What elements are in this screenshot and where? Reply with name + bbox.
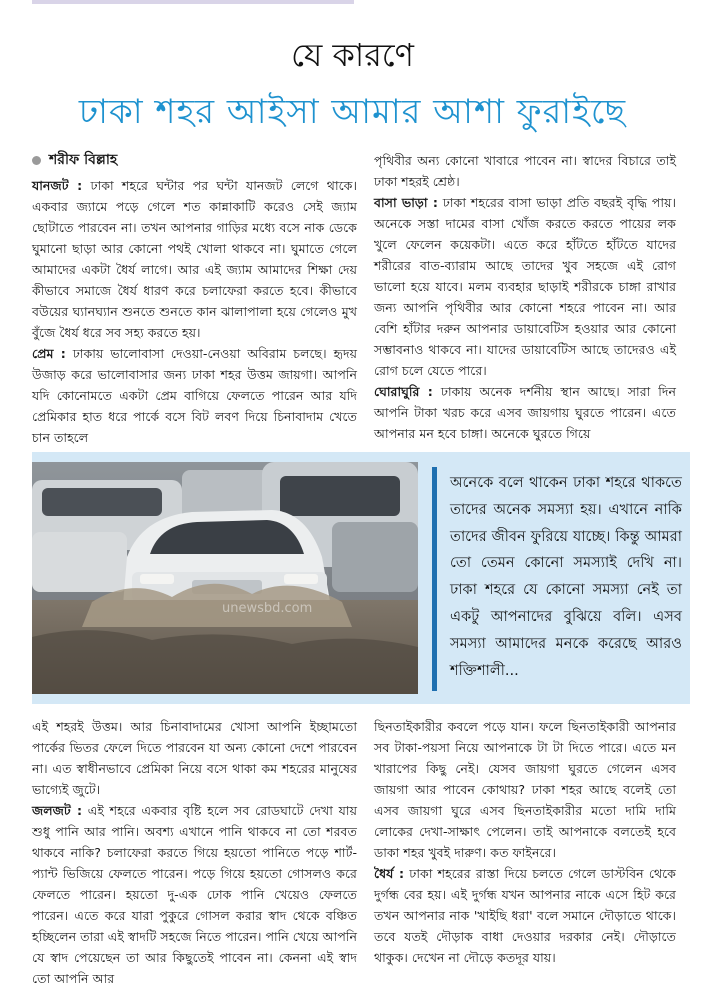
paragraph-text: পৃথিবীর অন্য কোনো খাবারে পাবেন না। স্বাদের বিচারে তাই ঢাকা শহরই শ্রেষ্ঠ। (374, 153, 676, 189)
author-name: শরীফ বিল্লাহ (49, 152, 118, 168)
paragraph (32, 343, 357, 448)
article-column-4 (374, 716, 676, 968)
section-head: ঘোরাঘুরি : (374, 384, 433, 399)
paragraph-text: ঢাকা শহরে ঘন্টার পর ঘন্টা যানজট লেগে থাকে। একবার জ্যামে পড়ে গেলে শত কান্নাকাটি করেও সেই জ্যাম ছোটাতে পারবেন না। তখন আপনার গাড়ির মধ্যে বসে নাক ডেকে ঘুমানো ছাড়া আর কোনো পথই খোলা থাকবে না। ঘুমাতে গেলে আমাদের একটা ধৈর্য লাগে। আর এই জ্যাম আমাদের শিক্ষা দেয় কীভাবে সমাজে ধৈর্য ধারণ করে চলাফেরা করতে হবে। কীভাবে বউয়ের ঘ্যানঘ্যান শুনতে শুনতে কান ঝালাপালা হয়ে গেলেও মুখ বুঁজে ধৈর্য ধরে সব সহ্য করতে হয়। (32, 178, 357, 340)
section-head: প্রেম : (32, 346, 66, 361)
paragraph (374, 150, 676, 192)
photo-watermark: unewsbd.com (222, 601, 313, 616)
flooded-street-photo (32, 462, 418, 694)
paragraph-text: ঢাকায় অনেক দর্শনীয় স্থান আছে। সারা দিন আপনি টাকা খরচ করে এসব জায়গায় ঘুরতে পারেন। এতে আপনার মন হবে চাঙ্গা। অনেকে ঘুরতে গিয়ে (374, 384, 676, 441)
article-column-3 (32, 716, 357, 989)
section-head: ধৈর্য : (374, 866, 405, 881)
section-head: বাসা ভাড়া : (374, 195, 438, 210)
top-color-band (32, 0, 354, 4)
paragraph (374, 863, 676, 968)
pull-quote: অনেকে বলে থাকেন ঢাকা শহরে থাকতে তাদের অনেক সমস্যা হয়। এখানে নাকি তাদের জীবন ফুরিয়ে যাচ্ছে। কিন্তু আমরা তো তেমন কোনো সমস্যাই দেখি না। ঢাকা শহরে যে কোনো সমস্যা নেই তা একটু আপনাদের বুঝিয়ে বলি। এসব সমস্যা আমাদের মনকে করেছে আরও শক্তিশালী... (450, 474, 682, 679)
article-column-1 (32, 150, 357, 448)
paragraph-text: ছিনতাইকারীর কবলে পড়ে যান। ফলে ছিনতাইকারী আপনার সব টাকা-পয়সা নিয়ে আপনাকে টা টা দিতে পারে। এতে মন খারাপের কিছু নেই। যেসব জায়গা ঘুরতে গেলেন এসব জায়গা আর পাবেন কোথায়? ঢাকা শহর আছে বলেই তো এসব জায়গা ঘুরে এসব ছিনতাইকারীর মতো দামি দামি লোকের দেখা-সাক্ষাৎ পেলেন। তাই আপনাকে বলতেই হবে ডাকা শহর খুবই দারুণ। কত ফাইনরে। (374, 719, 676, 860)
section-head: জলজট : (32, 803, 82, 818)
paragraph (32, 716, 357, 800)
bullet-dot-icon (32, 156, 41, 165)
byline (32, 150, 357, 171)
paragraph (374, 381, 676, 444)
paragraph (374, 716, 676, 863)
paragraph (32, 800, 357, 989)
headline-line-1: যে কারণে (290, 36, 415, 74)
article-column-2 (374, 150, 676, 444)
quote-accent-bar (432, 467, 437, 691)
paragraph-text: ঢাকায় ভালোবাসা দেওয়া-নেওয়া অবিরাম চলছে। হৃদয় উজাড় করে ভালোবাসার জন্য ঢাকা শহর উত্তম জায়গা। আপনি যদি কোনোমতে একটা প্রেম বাগিয়ে ফেলতে পারেন আর যদি প্রেমিকার হাত ধরে পার্কে বসে বিট লবণ দিয়ে চিনাবাদাম খেতে চান তাহলে (32, 346, 357, 445)
paragraph-text: এই শহরই উত্তম। আর চিনাবাদামের খোসা আপনি ইচ্ছামতো পার্কের ভিতর ফেলে দিতে পারবেন যা অন্য কোনো দেশে পারবেন না। এত স্বাধীনভাবে প্রেমিকা নিয়ে বসে থাকা কম শহরের মানুষের ভাগ্যেই জুটে। (32, 719, 357, 797)
paragraph (374, 192, 676, 381)
paragraph-text: এই শহরে একবার বৃষ্টি হলে সব রোডঘাটে দেখা যায় শুধু পানি আর পানি। অবশ্য এখানে পানি থাকবে না তো শরবত থাকবে নাকি? চলাফেরা করতে গিয়ে হয়তো পানিতে পড়ে শার্ট-প্যান্ট ভিজিয়ে ফেলতে পারেন। পড়ে গিয়ে হয়তো গোসলও করে ফেলতে পারেন। হয়তো দু-এক ঢোক পানি খেয়েও ফেলতে পারেন। এতে করে যারা পুকুরে গোসল করার স্বাদ থেকে বঞ্চিত হচ্ছিলেন তারা এই স্বাদটি সহজে নিতে পারেন। পানি খেয়ে আপনি যে স্বাদ পেয়েছেন তা আর কিছুতেই পাবেন না। কেননা এই স্বাদ তো আপনি আর (32, 803, 357, 986)
section-head: যানজট : (32, 178, 83, 193)
paragraph-text: ঢাকা শহরের রাস্তা দিয়ে চলতে গেলে ডাস্টবিন থেকে দুর্গন্ধ বের হয়। এই দুর্গন্ধ যখন আপনার নাকে এসে হিট করে তখন আপনার নাক 'খাইছি ধরা' বলে সমানে দৌড়াতে থাকে। তবে যতই দৌড়াক বাধা দেওয়ার দরকার নেই। দৌড়াতে থাকুক। দেখেন না দৌড়ে কতদূর যায়। (374, 866, 676, 965)
paragraph (32, 175, 357, 343)
headline-line-2: ঢাকা শহর আইসা আমার আশা ফুরাইছে (78, 92, 627, 132)
paragraph-text: ঢাকা শহরের বাসা ভাড়া প্রতি বছরই বৃদ্ধি পায়। অনেকে সস্তা দামের বাসা খোঁজ করতে করতে পায়ের লক খুলে ফেলেন কয়েকটা। এতে করে হাঁটতে হাঁটতে যাদের শরীরের বাত-ব্যারাম আছে তাদের খুব সহজে এই রোগ ভালো হয়ে যাবে। মলম ব্যবহার ছাড়াই শরীরকে চাঙ্গা রাখার জন্য আপনি পৃথিবীর আর কোনো শহরে পাবেন না। আর বেশি হাঁটার দরুন আপনার ডায়াবেটিস হওয়ার আর কোনো সম্ভাবনাও থাকবে না। যাদের ডায়াবেটিস আছে তাদেরও এই রোগ চলে যেতে পারে। (374, 195, 676, 378)
